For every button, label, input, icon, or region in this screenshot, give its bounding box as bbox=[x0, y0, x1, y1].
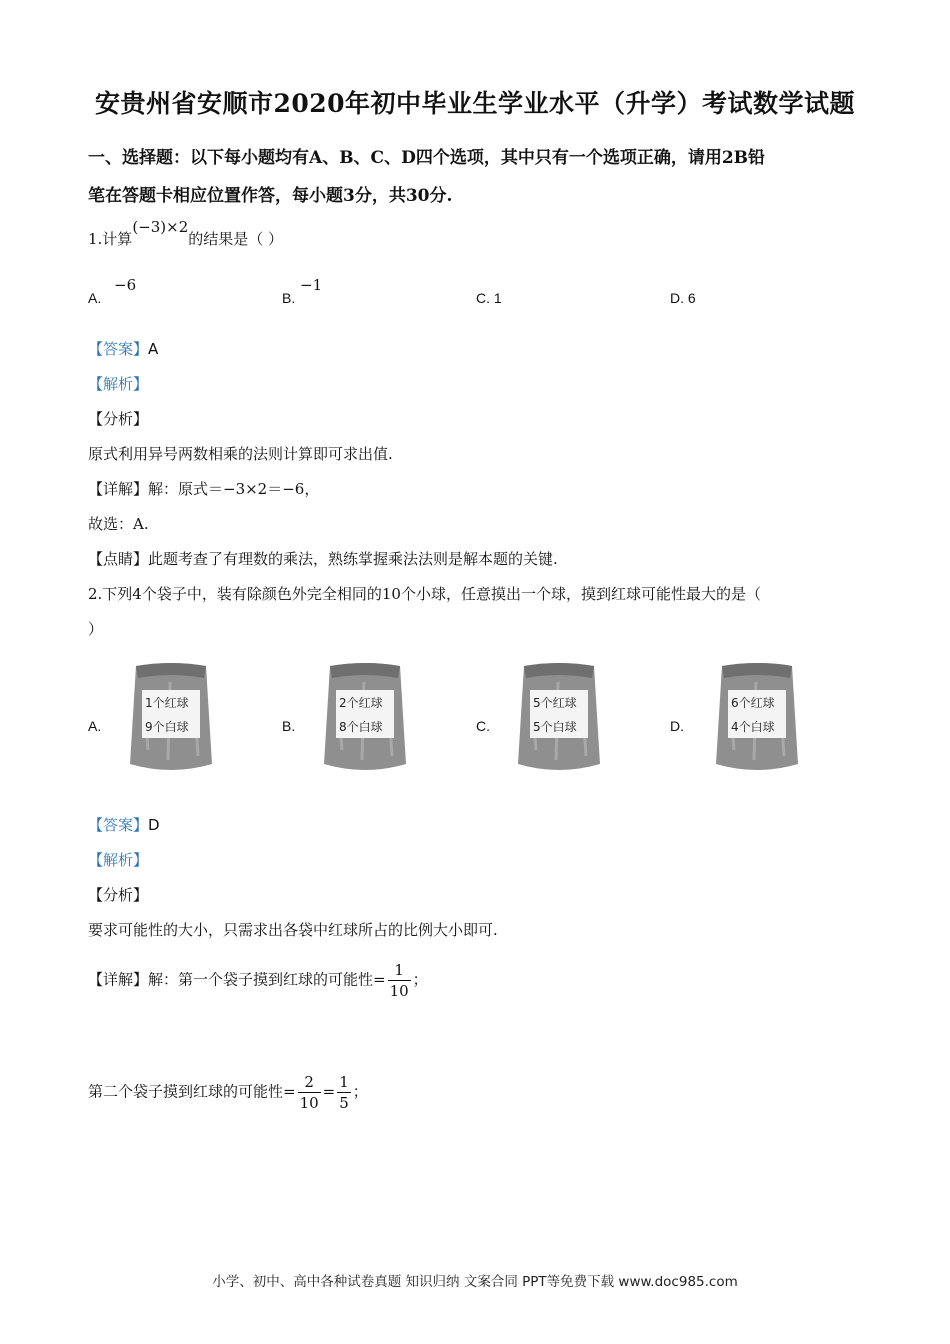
section-heading-line1: 一、选择题：以下每小题均有A、B、C、D四个选项，其中只有一个选项正确，请用2B铅 bbox=[88, 148, 766, 168]
q2-stem-line1: 2.下列4个袋子中，装有除颜色外完全相同的10个小球，任意摸出一个球，摸到红球可能性最大的是（ bbox=[88, 585, 761, 603]
fraction-numerator: 2 bbox=[298, 1072, 321, 1093]
page-footer[interactable]: 小学、初中、高中各种试卷真题 知识归纳 文案合同 PPT等免费下载 www.doc985.com bbox=[212, 1274, 738, 1290]
q2-option-a-label: A. bbox=[88, 718, 102, 734]
bag-a-white: 9个白球 bbox=[145, 720, 189, 734]
q2-answer-value: D bbox=[148, 816, 160, 834]
bag-d-image bbox=[710, 660, 804, 778]
fraction-denominator: 10 bbox=[389, 982, 409, 1000]
q2-option-c-label: C. bbox=[476, 718, 490, 734]
q1-choose: 故选：A. bbox=[88, 515, 149, 533]
bag-a-image bbox=[124, 660, 218, 778]
q1-option-c bbox=[476, 290, 502, 306]
q1-option-b-label: B. bbox=[282, 290, 296, 306]
q2-analysis-tag: 【解析】 bbox=[88, 851, 149, 869]
q1-answer bbox=[88, 338, 158, 359]
q2-answer-tag: 【答案】 bbox=[88, 816, 149, 834]
bag-d-white: 4个白球 bbox=[731, 720, 775, 734]
fraction-1-10 bbox=[388, 960, 411, 1001]
q2-second-prefix: 第二个袋子摸到红球的可能性= bbox=[88, 1082, 296, 1101]
q1-analysis-tag: 【解析】 bbox=[88, 375, 149, 393]
q1-fenxi-tag: 【分析】 bbox=[88, 410, 149, 428]
fraction-1-5 bbox=[337, 1072, 351, 1113]
fraction-denominator: 5 bbox=[339, 1094, 349, 1112]
q1-expression: (−3)×2 bbox=[132, 218, 189, 236]
fraction-numerator: 1 bbox=[339, 1073, 349, 1091]
bag-c-white: 5个白球 bbox=[533, 720, 577, 734]
q1-stem bbox=[88, 218, 284, 249]
q2-stem-line2: ） bbox=[88, 620, 104, 638]
q1-answer-tag: 【答案】 bbox=[88, 340, 149, 358]
q1-answer-value: A bbox=[148, 340, 159, 358]
q1-suffix: 的结果是（ ） bbox=[188, 230, 284, 248]
bag-a-red: 1个红球 bbox=[145, 696, 189, 710]
bag-b-image bbox=[318, 660, 412, 778]
q2-second-line bbox=[88, 1072, 368, 1113]
q1-option-c-value: 1 bbox=[493, 290, 502, 306]
bag-b-red: 2个红球 bbox=[339, 696, 383, 710]
q1-option-d-label: D. bbox=[670, 290, 684, 306]
semicolon: ； bbox=[412, 970, 428, 989]
section-heading-line2: 笔在答题卡相应位置作答，每小题3分，共30分. bbox=[88, 186, 453, 206]
q1-prefix: 1.计算 bbox=[88, 230, 133, 248]
fraction-2-10 bbox=[298, 1072, 321, 1113]
q2-option-d-label: D. bbox=[670, 718, 684, 734]
q2-answer bbox=[88, 814, 160, 835]
q1-comment: 【点睛】此题考查了有理数的乘法，熟练掌握乘法法则是解本题的关键. bbox=[88, 550, 558, 568]
q1-detail: 【详解】解：原式＝−3×2＝−6， bbox=[88, 480, 320, 498]
q1-option-d-value: 6 bbox=[687, 290, 696, 306]
bag-c-red: 5个红球 bbox=[533, 696, 577, 710]
q1-option-d bbox=[670, 290, 696, 306]
semicolon: ； bbox=[352, 1082, 368, 1101]
equals-sign: = bbox=[322, 1082, 336, 1101]
q2-option-b-label: B. bbox=[282, 718, 296, 734]
q2-detail-prefix: 【详解】解：第一个袋子摸到红球的可能性= bbox=[88, 970, 386, 989]
q2-fenxi-tag: 【分析】 bbox=[88, 886, 149, 904]
bag-c-image bbox=[512, 660, 606, 778]
q2-detail-line bbox=[88, 960, 428, 1001]
q1-option-a-value: −6 bbox=[114, 276, 137, 294]
q1-fenxi-text: 原式利用异号两数相乘的法则计算即可求出值. bbox=[88, 445, 393, 463]
bag-d-red: 6个红球 bbox=[731, 696, 775, 710]
bag-b-white: 8个白球 bbox=[339, 720, 383, 734]
fraction-numerator: 1 bbox=[388, 960, 411, 981]
q2-fenxi-text: 要求可能性的大小，只需求出各袋中红球所占的比例大小即可. bbox=[88, 921, 498, 939]
page-title: 安贵州省安顺市2020年初中毕业生学业水平（升学）考试数学试题 bbox=[94, 89, 856, 118]
fraction-denominator: 10 bbox=[299, 1094, 319, 1112]
q1-option-a-label: A. bbox=[88, 290, 102, 306]
q1-option-c-label: C. bbox=[476, 290, 490, 306]
q1-option-b-value: −1 bbox=[300, 276, 323, 294]
